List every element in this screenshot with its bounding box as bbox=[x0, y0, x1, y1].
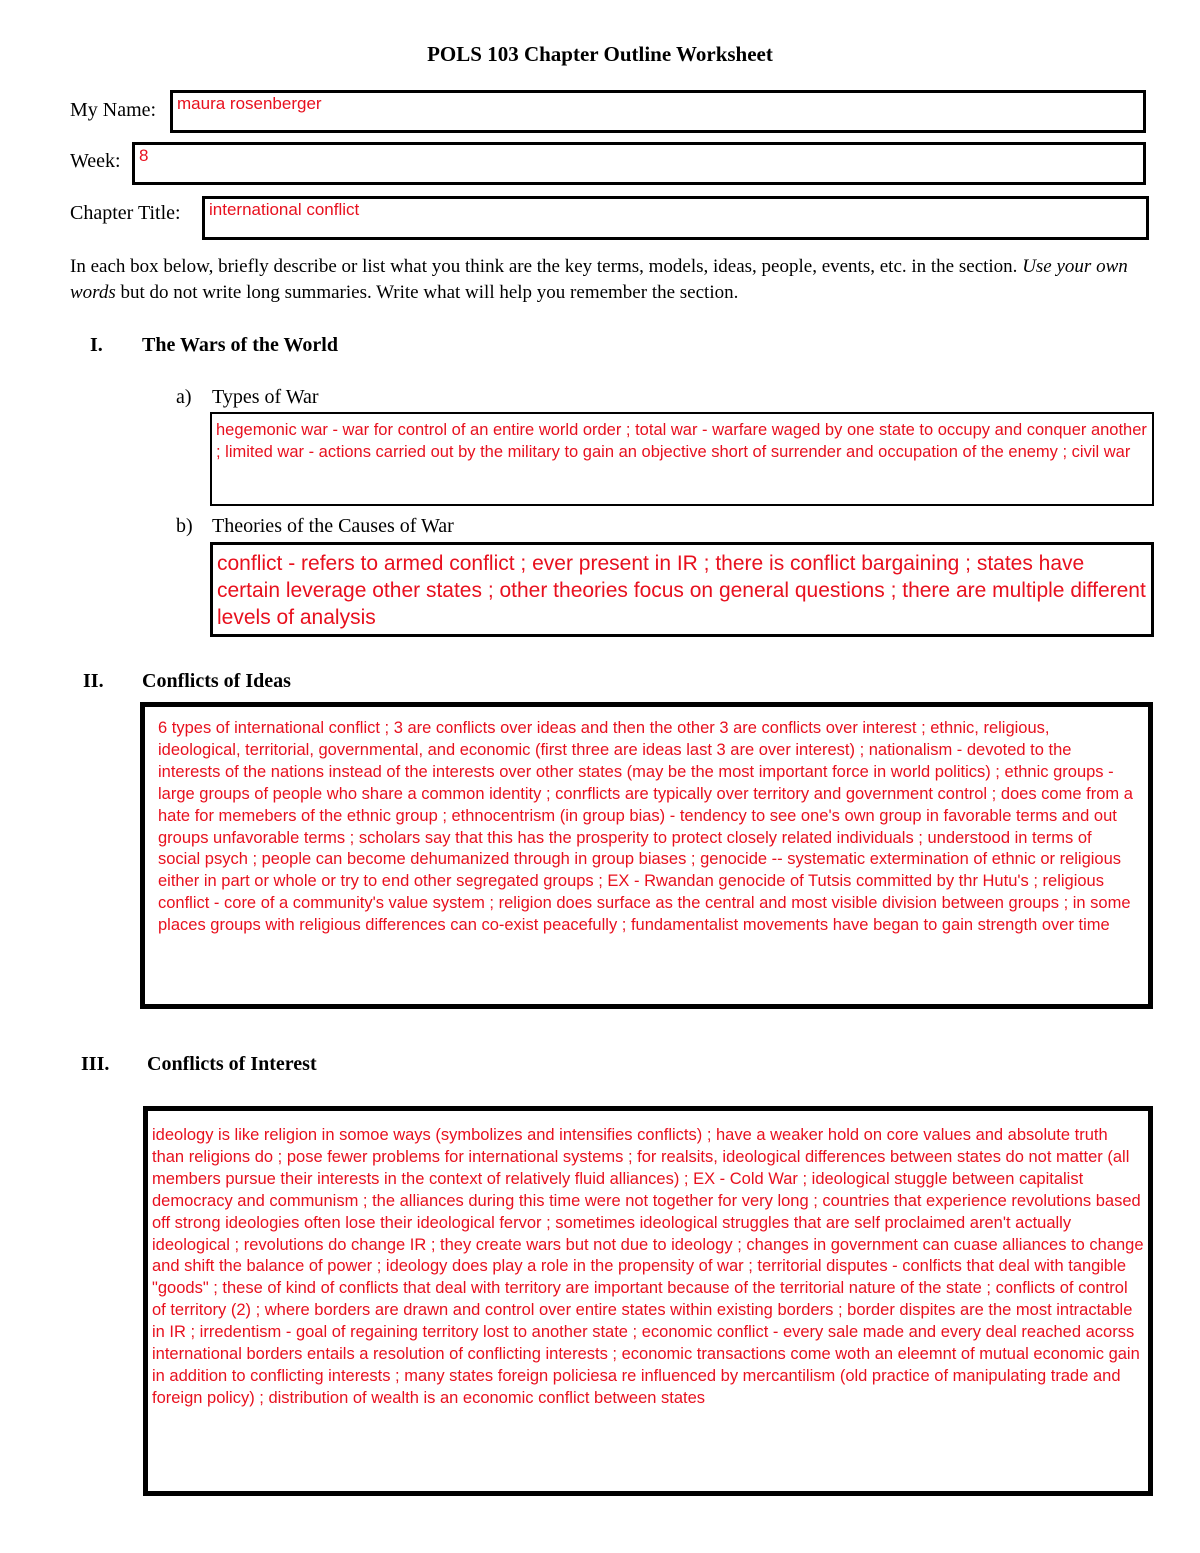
instructions-text-2: but do not write long summaries. Write what will help you remember the section. bbox=[120, 282, 739, 303]
causes-of-war-answer-box[interactable] bbox=[210, 542, 1154, 637]
instructions-emphasis: Use your own words bbox=[70, 256, 1128, 303]
conflicts-of-ideas-answer: 6 types of international conflict ; 3 are conflicts over ideas and then the other 3 are conflicts over interest ; ethnic, religious, ideological, territorial, governmental, and economic (first three are ideas last 3 are over interest) ; nationalism - devoted to the interests of the nations instead of the interests over other states (may be the most important force in world politics) ; ethnic groups - large groups of people who share a common identity ; conrflicts are typically over territory and government control ; does come from a hate for memebers of the ethnic group ; ethnocentrism (in group bias) - tendency to see one's own group in favorable terms and out groups unfavorable terms ; scholars say that this has the prosperity to protect closely related individuals ; understood in terms of social psych ; people can become dehumanized through in group biases ; genocide -- systematic extermination of ethnic or religious either in part or whole or try to end other segregated groups ; EX - Rwandan genocide of Tutsis committed by thr Hutu's ; religious conflict - core of a community's value system ; religion does surface as the central and most visible division between groups ; in some places groups with religious differences can co-exist peacefully ; fundamentalist movements have began to gain strength over time bbox=[158, 719, 1133, 935]
subsection-a-label: Types of War bbox=[212, 386, 319, 408]
worksheet-title: POLS 103 Chapter Outline Worksheet bbox=[427, 42, 773, 66]
types-of-war-answer-box[interactable] bbox=[210, 412, 1154, 506]
instructions bbox=[70, 254, 1150, 306]
section-2-title: Conflicts of Ideas bbox=[142, 670, 291, 692]
subsection-b-label: Theories of the Causes of War bbox=[212, 515, 454, 537]
name-field[interactable] bbox=[170, 90, 1146, 133]
conflicts-of-ideas-answer-box[interactable] bbox=[140, 702, 1153, 1009]
subsection-a-marker: a) bbox=[176, 386, 192, 408]
name-label: My Name: bbox=[70, 99, 157, 121]
types-of-war-answer: hegemonic war - war for control of an entire world order ; total war - warfare waged by one state to occupy and conquer another ; limited war - actions carried out by the military to gain an objective short of surrender and occupation of the enemy ; civil war bbox=[216, 421, 1147, 461]
section-1-title: The Wars of the World bbox=[142, 334, 338, 356]
section-3-numeral: III. bbox=[81, 1053, 110, 1075]
chapter-title-field[interactable] bbox=[202, 196, 1149, 240]
chapter-title-value: international conflict bbox=[209, 200, 360, 219]
week-field[interactable] bbox=[132, 142, 1146, 185]
conflicts-of-interest-answer-box[interactable] bbox=[143, 1106, 1153, 1496]
week-value: 8 bbox=[139, 146, 149, 165]
subsection-b-marker: b) bbox=[176, 515, 193, 537]
name-value: maura rosenberger bbox=[177, 94, 322, 113]
conflicts-of-interest-answer: ideology is like religion in somoe ways (symbolizes and intensifies conflicts) ; have a weaker hold on core values and absolute truth than religions do ; pose fewer problems for international systems ; for realsits, ideological differences between states do not matter (all members pursue their interests in the context of relatively fluid alliances) ; EX - Cold War ; ideological stuggle between capitalist democracy and communism ; the alliances during this time were not together for very long ; countries that experience revolutions based off strong ideologies often lose their ideological fervor ; sometimes ideological struggles that are self proclaimed aren't actually ideological ; revolutions do change IR ; they create wars but not due to ideology ; changes in government can cuase alliances to change and shift the balance of power ; ideology does play a role in the propensity of war ; territorial disputes - conlficts that deal with tangible "goods" ; these of kind of conflicts that deal with territory are important because of the territorial nature of the state ; conflicts of control of territory (2) ; where borders are drawn and control over entire states within existing borders ; border dispites are the most intractable in IR ; irredentism - goal of regaining territory lost to another state ; economic conflict - every sale made and every deal reached acorss international borders entails a resolution of conflicting interests ; economic transactions come woth an eleemnt of mutual economic gain in addition to conflicting interests ; many states foreign policiesa re influenced by mercantilism (old practice of manipulating trade and foreign policy) ; distribution of wealth is an economic conflict between states bbox=[152, 1126, 1144, 1407]
instructions-text-1: In each box below, briefly describe or list what you think are the key terms, models, ideas, people, events, etc. in the section. bbox=[70, 256, 1018, 277]
week-label: Week: bbox=[70, 150, 121, 172]
chapter-title-label: Chapter Title: bbox=[70, 202, 181, 224]
causes-of-war-answer: conflict - refers to armed conflict ; ever present in IR ; there is conflict bargaining ; states have certain leverage other states ; other theories focus on general questions ; there are multiple different levels of analysis bbox=[217, 552, 1146, 629]
section-2-numeral: II. bbox=[83, 670, 104, 692]
section-3-title: Conflicts of Interest bbox=[147, 1053, 317, 1075]
section-1-numeral: I. bbox=[90, 334, 103, 356]
